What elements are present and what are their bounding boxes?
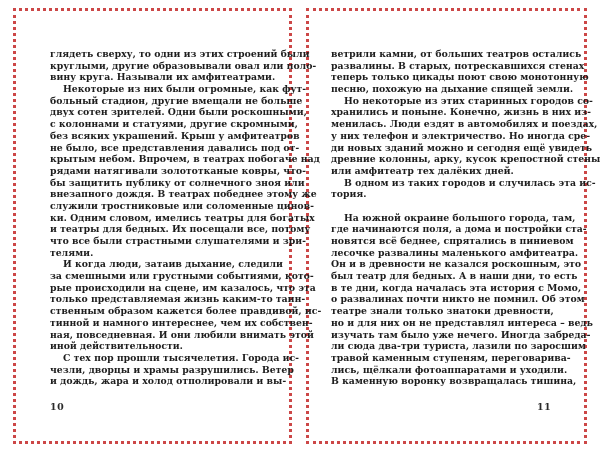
text-line: травой каменным ступеням, переговарива- [331, 352, 571, 364]
text-line: в те дни, когда началась эта история с Момо, [331, 282, 582, 294]
text-line: ли сюда два-три туриста, лазили по заросшим [331, 341, 586, 353]
text-line: ная, повседневная. И они любили внимать этой [50, 329, 314, 341]
text-line: где начинаются поля, а дома и постройки ста- [331, 224, 587, 236]
page-right-text [331, 49, 600, 388]
text-line: вину круга. Называли их амфитеатрами. [50, 72, 276, 84]
text-line: глядеть сверху, то одни из этих строений были [50, 49, 310, 60]
text-line: На южной окраине большого города, там, [344, 212, 576, 224]
text-line: двух сотен зрителей. Одни были роскошными, [50, 107, 307, 119]
text-line: или амфитеатр тех далёких дней. [331, 165, 514, 177]
text-line: менилась. Люди ездят в автомобилях и поездах, [331, 119, 598, 131]
text-line: лись, щёлкали фотоаппаратами и уходили. [331, 364, 568, 376]
text-line: без всяких украшений. Крыш у амфитеатров [50, 130, 300, 142]
text-line: о развалинах почти никто не помнил. Об этом [331, 294, 585, 306]
text-line: крытым небом. Впрочем, в театрах побогаче над [50, 154, 320, 166]
text-line: хранились и поныне. Конечно, жизнь в них из- [331, 107, 591, 119]
text-line: только представляемая жизнь каким-то таин- [50, 294, 306, 306]
text-line: С тех пор прошли тысячелетия. Города ис- [63, 352, 300, 364]
text-line [331, 201, 549, 213]
text-line: чезли, дворцы и храмы разрушились. Ветер [50, 364, 294, 376]
text-line: древние колонны, арку, кусок крепостной стены [331, 154, 600, 166]
page-number-right: 11 [537, 402, 552, 413]
text-line: И когда люди, затаив дыхание, следили [63, 259, 283, 271]
text-line: но и для них он не представлял интереса – ведь [331, 317, 593, 329]
text-line: рядами натягивали золототканые ковры, что- [50, 165, 306, 177]
text-line: изучать там было уже нечего. Иногда забреда- [331, 329, 591, 341]
text-line: новятся всё беднее, спрятались в пиниевом [331, 236, 574, 247]
text-line: театре знали только знатоки древности, [331, 306, 554, 318]
text-line: теперь только цикады поют свою монотонную [331, 72, 589, 84]
text-line: иной действительности. [50, 341, 183, 353]
text-line: и дождь, жара и холод отполировали и вы- [50, 376, 287, 388]
text-line: больный стадион, другие вмещали не больше [50, 95, 303, 107]
text-line: бы защитить публику от солнечного зноя или [50, 177, 305, 189]
text-line: у них телефон и электричество. Но иногда сре- [331, 130, 591, 142]
text-line: Он и в древности не казался роскошным, это [331, 259, 582, 271]
text-line: развалины. В старых, потрескавшихся стенах [331, 60, 585, 72]
text-line: Некоторые из них были огромные, как фут- [63, 84, 307, 96]
text-line: ди новых зданий можно и сегодня ещё увидеть [331, 142, 593, 154]
text-line: круглыми, другие образовывали овал или поло- [50, 60, 317, 72]
text-line: рые происходили на сцене, им казалось, что эта [50, 282, 316, 294]
text-line: был театр для бедных. А в наши дни, то есть [331, 271, 578, 283]
text-line: ки. Одним словом, имелись театры для богатых [50, 212, 315, 224]
text-line: не было, все представления давались под от- [50, 142, 300, 154]
text-line: ветрили камни, от больших театров остались [331, 49, 582, 60]
text-line: Но некоторые из этих старинных городов со- [344, 95, 593, 107]
text-line: ственным образом кажется более правдивой, ис- [50, 306, 322, 318]
text-line: служили тростниковые или соломенные цинов- [50, 200, 314, 212]
text-line: песню, похожую на дыхание спящей земли. [331, 84, 574, 96]
page-left-text [50, 49, 322, 388]
text-line: тория. [331, 189, 367, 201]
text-line: лесочке развалины маленького амфитеатра. [331, 247, 579, 259]
page-number-left: 10 [50, 402, 65, 413]
text-line: тинной и намного интереснее, чем их собствен- [50, 317, 313, 329]
text-line: В одном из таких городов и случилась эта ис- [344, 177, 596, 189]
text-line: телями. [50, 247, 94, 259]
text-line: с колоннами и статуями, другие скромными, [50, 119, 298, 131]
text-line: внезапного дождя. В театрах победнее этому же [50, 189, 317, 201]
text-line: и театры для бедных. Их посещали все, потому [50, 224, 311, 236]
text-line: что все были страстными слушателями и зри- [50, 236, 306, 247]
text-line: за смешными или грустными событиями, кото- [50, 271, 314, 283]
text-line: В каменную воронку возвращалась тишина, [331, 376, 577, 388]
